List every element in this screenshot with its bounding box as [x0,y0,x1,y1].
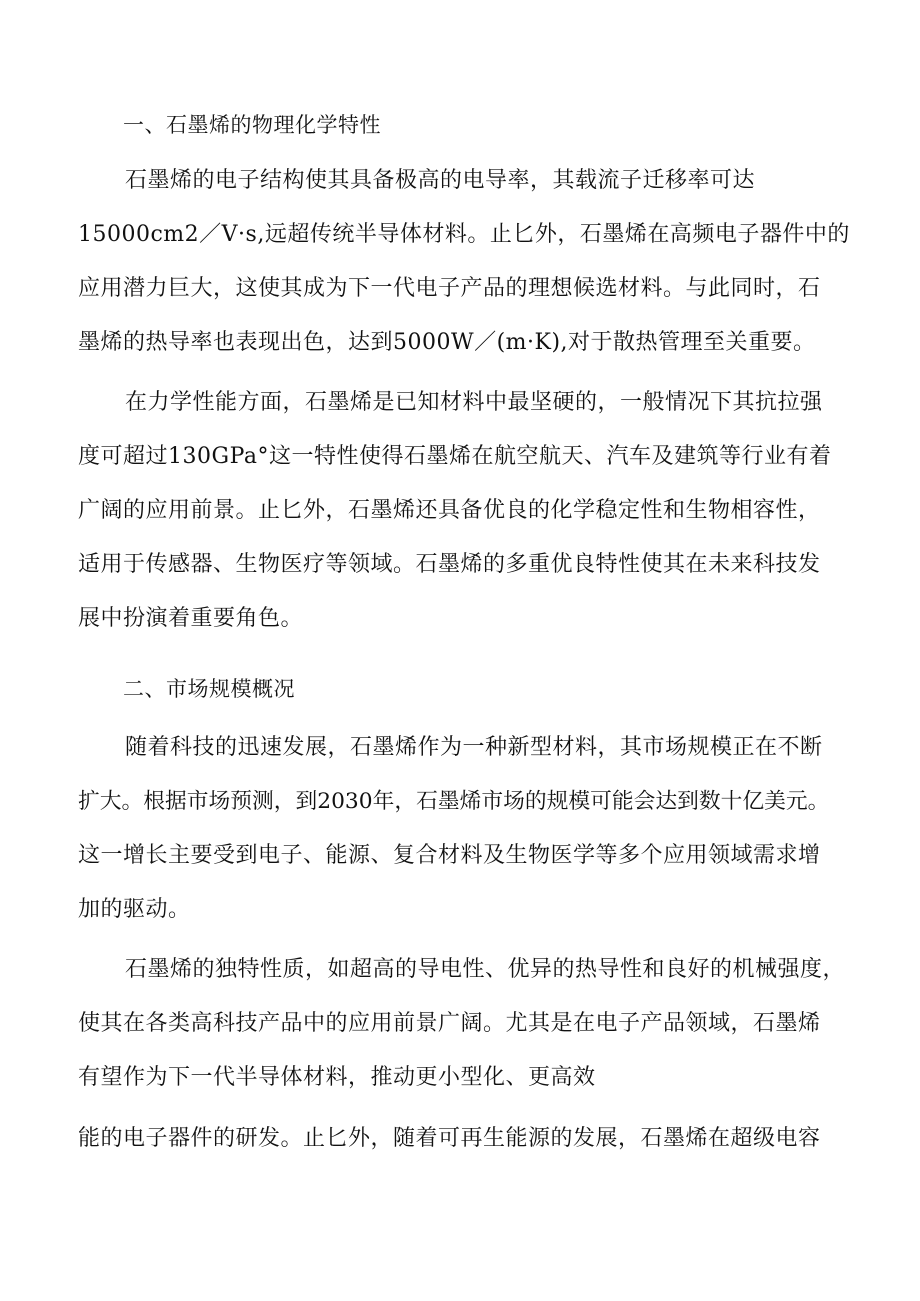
paragraph-line: 石墨烯的独特性质，如超高的导电性、优异的热导性和良好的机械强度， [125,957,846,982]
paragraph-line: 加的驱动。 [78,897,191,922]
paragraph-line: 在力学性能方面，石墨烯是已知材料中最坚硬的，一般情况下其抗拉强 [125,390,823,415]
paragraph-line: 适用于传感器、生物医疗等领域。石墨烯的多重优良特性使其在未来科技发 [78,552,821,577]
paragraph-line: 广阔的应用前景。止匕外，石墨烯还具备优良的化学稳定性和生物相容性， [78,498,821,523]
paragraph-line: 度可超过130GPa°这一特性使得石墨烯在航空航天、汽车及建筑等行业有着 [78,444,832,469]
paragraph-line: 扩大。根据市场预测，到2030年，石墨烯市场的规模可能会达到数十亿美元。 [78,789,830,814]
paragraph-line: 随着科技的迅速发展，石墨烯作为一种新型材料，其市场规模正在不断 [125,735,823,760]
paragraph-line: 墨烯的热导率也表现出色，达到5000W／(m·K),对于散热管理至关重要。 [78,330,816,355]
paragraph-line: 有望作为下一代半导体材料，推动更小型化、更高效 [78,1065,596,1090]
paragraph-line: 这一增长主要受到电子、能源、复合材料及生物医学等多个应用领域需求增 [78,843,821,868]
paragraph-line: 能的电子器件的研发。止匕外，随着可再生能源的发展，石墨烯在超级电容 [78,1126,821,1151]
section-heading-2: 二、市场规模概况 [123,677,295,701]
paragraph-line: 15000cm2／V·s,远超传统半导体材料。止匕外，石墨烯在高频电子器件中的 [78,222,850,247]
paragraph-line: 应用潜力巨大，这使其成为下一代电子产品的理想候选材料。与此同时，石 [78,276,821,301]
paragraph-line: 石墨烯的电子结构使其具备极高的电导率，其载流子迁移率可达 [125,168,756,193]
section-heading-1: 一、石墨烯的物理化学特性 [123,113,381,137]
paragraph-line: 使其在各类高科技产品中的应用前景广阔。尤其是在电子产品领域，石墨烯 [78,1011,821,1036]
paragraph-line: 展中扮演着重要角色。 [78,606,304,631]
